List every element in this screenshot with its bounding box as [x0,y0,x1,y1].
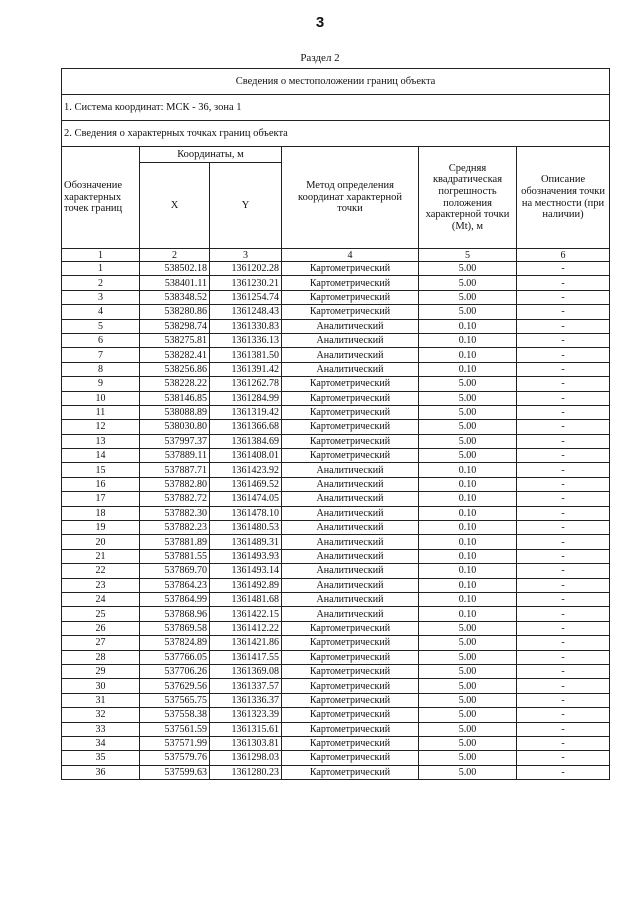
point-number: 28 [62,650,140,664]
point-number: 3 [62,290,140,304]
method: Аналитический [282,578,419,592]
header-description: Описание обозначения точки на местности (при наличии) [517,147,610,249]
description: - [517,405,610,419]
method: Аналитический [282,607,419,621]
coord-x: 537997.37 [140,434,210,448]
coord-y: 1361469.52 [210,477,282,491]
coord-y: 1361493.93 [210,549,282,563]
description: - [517,434,610,448]
table-row [62,521,610,535]
table-row [62,722,610,736]
method: Картометрический [282,765,419,779]
table-row [62,535,610,549]
point-number: 20 [62,535,140,549]
point-number: 26 [62,621,140,635]
coord-y: 1361330.83 [210,319,282,333]
accuracy: 0.10 [419,477,517,491]
description: - [517,506,610,520]
accuracy: 0.10 [419,578,517,592]
coord-y: 1361336.13 [210,333,282,347]
coord-x: 538275.81 [140,333,210,347]
table-row [62,578,610,592]
section-title: Раздел 2 [300,52,340,64]
table-row [62,564,610,578]
description: - [517,391,610,405]
accuracy: 5.00 [419,405,517,419]
accuracy: 5.00 [419,276,517,290]
description: - [517,521,610,535]
description: - [517,420,610,434]
coord-x: 537629.56 [140,679,210,693]
coord-x: 538030.80 [140,420,210,434]
table-row [62,592,610,606]
coord-x: 537864.23 [140,578,210,592]
description: - [517,276,610,290]
coord-y: 1361481.68 [210,592,282,606]
accuracy: 0.10 [419,463,517,477]
table-row [62,477,610,491]
accuracy: 5.00 [419,693,517,707]
accuracy: 5.00 [419,736,517,750]
table-row [62,362,610,376]
coord-x: 537881.55 [140,549,210,563]
point-number: 29 [62,664,140,678]
col-number: 6 [517,249,610,262]
col-number: 2 [140,249,210,262]
coord-y: 1361369.08 [210,664,282,678]
method: Картометрический [282,276,419,290]
method: Картометрический [282,722,419,736]
accuracy: 5.00 [419,679,517,693]
table-row [62,708,610,722]
accuracy: 5.00 [419,650,517,664]
accuracy: 5.00 [419,765,517,779]
coord-x: 537864.99 [140,592,210,606]
method: Картометрический [282,636,419,650]
coord-y: 1361417.55 [210,650,282,664]
coord-x: 537824.89 [140,636,210,650]
method: Аналитический [282,492,419,506]
coord-y: 1361421.86 [210,636,282,650]
accuracy: 5.00 [419,664,517,678]
point-number: 18 [62,506,140,520]
col-number: 4 [282,249,419,262]
table-row [62,405,610,419]
coord-x: 538228.22 [140,377,210,391]
coord-x: 537889.11 [140,449,210,463]
coord-y: 1361492.89 [210,578,282,592]
point-number: 34 [62,736,140,750]
coord-x: 538282.41 [140,348,210,362]
coord-x: 537579.76 [140,751,210,765]
point-number: 35 [62,751,140,765]
table-row [62,290,610,304]
point-number: 23 [62,578,140,592]
coord-x: 538146.85 [140,391,210,405]
description: - [517,362,610,376]
method: Картометрический [282,420,419,434]
method: Картометрический [282,405,419,419]
accuracy: 0.10 [419,319,517,333]
table-row [62,679,610,693]
coord-y: 1361366.68 [210,420,282,434]
coord-x: 538280.86 [140,305,210,319]
accuracy: 5.00 [419,377,517,391]
table-row [62,664,610,678]
accuracy: 0.10 [419,564,517,578]
coord-y: 1361391.42 [210,362,282,376]
accuracy: 5.00 [419,449,517,463]
point-number: 14 [62,449,140,463]
point-number: 5 [62,319,140,333]
point-number: 1 [62,262,140,276]
table-row [62,276,610,290]
table-row [62,650,610,664]
coord-x: 538348.52 [140,290,210,304]
header-x: X [140,163,210,249]
accuracy: 5.00 [419,636,517,650]
method: Картометрический [282,449,419,463]
description: - [517,564,610,578]
method: Аналитический [282,348,419,362]
coord-y: 1361381.50 [210,348,282,362]
table-row [62,391,610,405]
accuracy: 0.10 [419,592,517,606]
method: Картометрический [282,305,419,319]
coord-x: 537571.99 [140,736,210,750]
coord-x: 537706.26 [140,664,210,678]
accuracy: 0.10 [419,362,517,376]
table-row [62,765,610,779]
table-row [62,506,610,520]
description: - [517,549,610,563]
accuracy: 0.10 [419,549,517,563]
point-number: 24 [62,592,140,606]
boundary-points-table [61,68,610,780]
description: - [517,535,610,549]
description: - [517,592,610,606]
coord-y: 1361422.15 [210,607,282,621]
table-row [62,736,610,750]
table-row [62,636,610,650]
point-number: 33 [62,722,140,736]
method: Картометрический [282,679,419,693]
point-number: 19 [62,521,140,535]
accuracy: 5.00 [419,722,517,736]
method: Картометрический [282,262,419,276]
table-row [62,333,610,347]
description: - [517,679,610,693]
coord-y: 1361423.92 [210,463,282,477]
description: - [517,751,610,765]
point-number: 32 [62,708,140,722]
method: Аналитический [282,592,419,606]
col-number: 1 [62,249,140,262]
coord-y: 1361480.53 [210,521,282,535]
table-row [62,449,610,463]
description: - [517,621,610,635]
coord-y: 1361254.74 [210,290,282,304]
description: - [517,578,610,592]
coord-y: 1361412.22 [210,621,282,635]
header-y: Y [210,163,282,249]
point-number: 4 [62,305,140,319]
table-row [62,549,610,563]
coord-x: 537882.80 [140,477,210,491]
point-number: 17 [62,492,140,506]
header-method: Метод определения координат характерной точки [282,147,419,249]
description: - [517,708,610,722]
method: Картометрический [282,621,419,635]
coord-y: 1361284.99 [210,391,282,405]
table-row [62,262,610,276]
accuracy: 0.10 [419,521,517,535]
coord-y: 1361298.03 [210,751,282,765]
coord-y: 1361202.28 [210,262,282,276]
coord-x: 537868.96 [140,607,210,621]
method: Картометрический [282,708,419,722]
coord-x: 538256.86 [140,362,210,376]
coord-y: 1361319.42 [210,405,282,419]
coord-x: 537561.59 [140,722,210,736]
accuracy: 0.10 [419,333,517,347]
accuracy: 0.10 [419,348,517,362]
description: - [517,348,610,362]
method: Аналитический [282,506,419,520]
point-number: 8 [62,362,140,376]
accuracy: 0.10 [419,535,517,549]
accuracy: 5.00 [419,621,517,635]
table-row [62,751,610,765]
method: Аналитический [282,463,419,477]
description: - [517,319,610,333]
coord-x: 537869.70 [140,564,210,578]
points-title: 2. Сведения о характерных точках границ объекта [62,121,610,147]
description: - [517,607,610,621]
point-number: 31 [62,693,140,707]
coord-y: 1361408.01 [210,449,282,463]
coord-y: 1361303.81 [210,736,282,750]
coord-x: 537766.05 [140,650,210,664]
description: - [517,650,610,664]
coord-x: 538088.89 [140,405,210,419]
coord-y: 1361384.69 [210,434,282,448]
coord-y: 1361493.14 [210,564,282,578]
point-number: 16 [62,477,140,491]
point-number: 7 [62,348,140,362]
column-numbers-row [62,249,610,262]
col-number: 5 [419,249,517,262]
coord-x: 538401.11 [140,276,210,290]
point-number: 2 [62,276,140,290]
coord-x: 537881.89 [140,535,210,549]
coord-x: 538298.74 [140,319,210,333]
point-number: 36 [62,765,140,779]
coord-y: 1361336.37 [210,693,282,707]
coord-x: 537565.75 [140,693,210,707]
description: - [517,664,610,678]
method: Аналитический [282,535,419,549]
description: - [517,636,610,650]
coord-y: 1361230.21 [210,276,282,290]
point-number: 10 [62,391,140,405]
coord-y: 1361323.39 [210,708,282,722]
col-number: 3 [210,249,282,262]
accuracy: 5.00 [419,290,517,304]
coord-y: 1361248.43 [210,305,282,319]
point-number: 12 [62,420,140,434]
accuracy: 5.00 [419,434,517,448]
method: Картометрический [282,290,419,304]
description: - [517,463,610,477]
accuracy: 5.00 [419,751,517,765]
method: Аналитический [282,319,419,333]
method: Аналитический [282,477,419,491]
coord-y: 1361262.78 [210,377,282,391]
table-row [62,693,610,707]
point-number: 27 [62,636,140,650]
page-number: 3 [315,14,325,31]
point-number: 15 [62,463,140,477]
method: Картометрический [282,650,419,664]
point-number: 13 [62,434,140,448]
description: - [517,693,610,707]
method: Аналитический [282,362,419,376]
method: Аналитический [282,564,419,578]
description: - [517,262,610,276]
description: - [517,333,610,347]
description: - [517,305,610,319]
method: Картометрический [282,391,419,405]
method: Картометрический [282,377,419,391]
accuracy: 5.00 [419,708,517,722]
method: Картометрический [282,693,419,707]
coord-x: 537869.58 [140,621,210,635]
point-number: 21 [62,549,140,563]
method: Картометрический [282,664,419,678]
accuracy: 0.10 [419,607,517,621]
accuracy: 0.10 [419,492,517,506]
table-row [62,377,610,391]
description: - [517,290,610,304]
accuracy: 5.00 [419,391,517,405]
coord-x: 537882.23 [140,521,210,535]
point-number: 11 [62,405,140,419]
coord-y: 1361478.10 [210,506,282,520]
description: - [517,736,610,750]
accuracy: 5.00 [419,420,517,434]
coord-x: 537887.71 [140,463,210,477]
table-title: Сведения о местоположении границ объекта [62,69,610,95]
table-row [62,305,610,319]
accuracy: 5.00 [419,262,517,276]
table-row [62,420,610,434]
coord-x: 537882.72 [140,492,210,506]
table-row [62,463,610,477]
method: Картометрический [282,736,419,750]
coord-y: 1361315.61 [210,722,282,736]
table-row [62,348,610,362]
coord-x: 537599.63 [140,765,210,779]
accuracy: 0.10 [419,506,517,520]
coord-x: 537882.30 [140,506,210,520]
description: - [517,377,610,391]
method: Аналитический [282,521,419,535]
description: - [517,722,610,736]
table-row [62,434,610,448]
coord-y: 1361337.57 [210,679,282,693]
method: Аналитический [282,333,419,347]
description: - [517,492,610,506]
table-row [62,621,610,635]
header-designation: Обозначение характерных точек границ [62,147,140,249]
coord-y: 1361474.05 [210,492,282,506]
point-number: 30 [62,679,140,693]
header-accuracy: Средняя квадратическая погрешность положения характерной точки (Mt), м [419,147,517,249]
coord-system: 1. Система координат: МСК - 36, зона 1 [62,95,610,121]
description: - [517,449,610,463]
coord-y: 1361489.31 [210,535,282,549]
accuracy: 5.00 [419,305,517,319]
method: Картометрический [282,751,419,765]
point-number: 22 [62,564,140,578]
coord-y: 1361280.23 [210,765,282,779]
coord-x: 538502.18 [140,262,210,276]
description: - [517,765,610,779]
description: - [517,477,610,491]
table-row [62,319,610,333]
table-row [62,492,610,506]
coord-x: 537558.38 [140,708,210,722]
header-coords: Координаты, м [140,147,282,163]
table-row [62,607,610,621]
point-number: 25 [62,607,140,621]
method: Картометрический [282,434,419,448]
point-number: 6 [62,333,140,347]
method: Аналитический [282,549,419,563]
point-number: 9 [62,377,140,391]
